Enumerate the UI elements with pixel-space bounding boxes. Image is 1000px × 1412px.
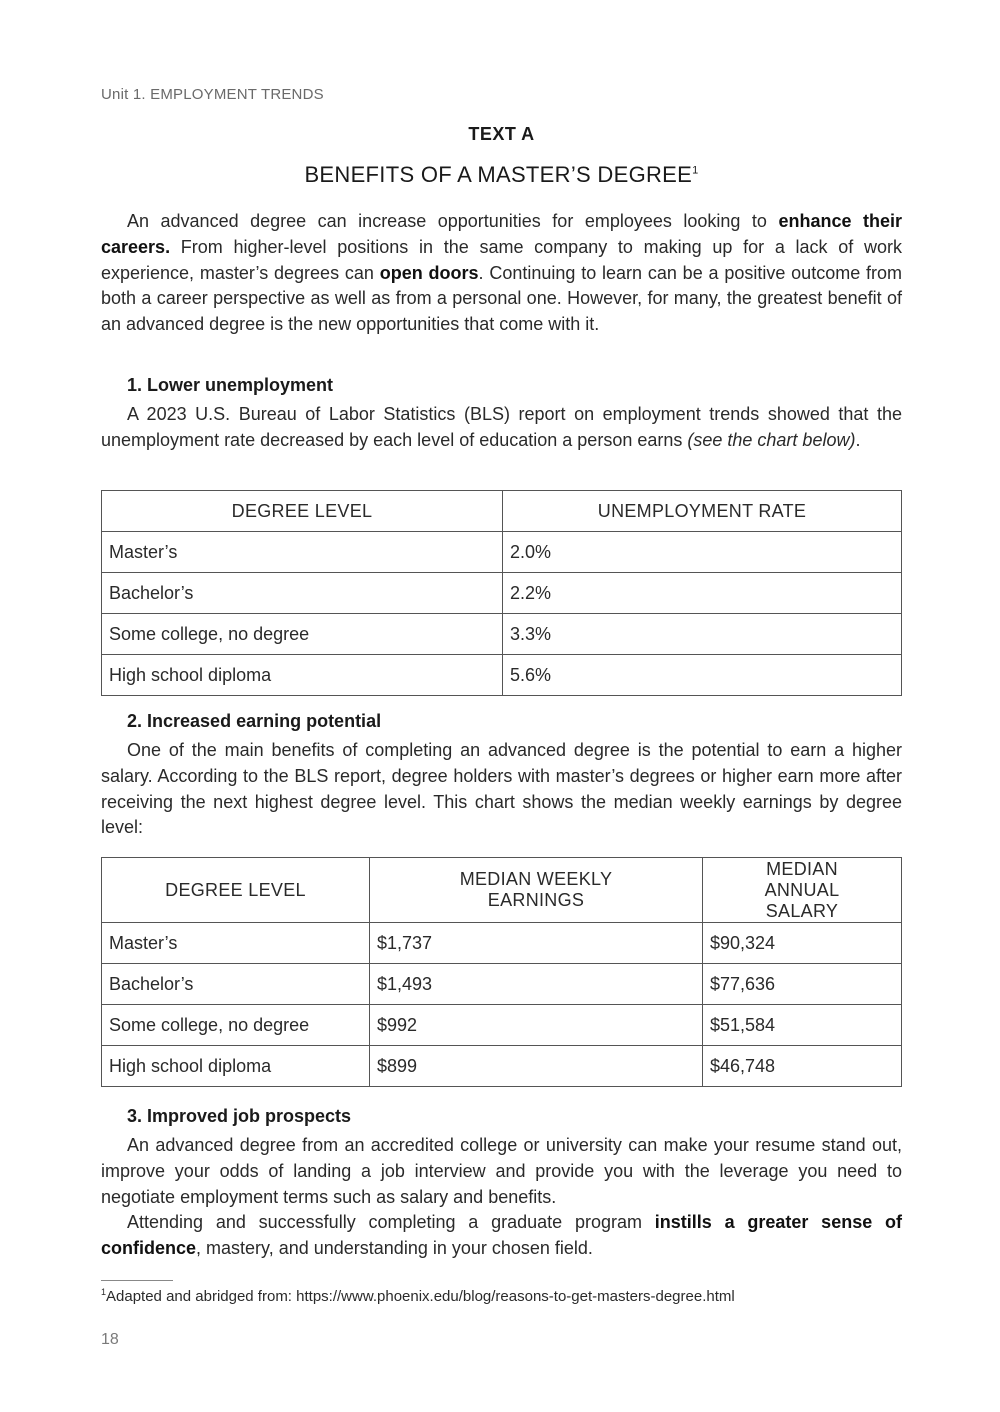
- header-unemployment-rate: UNEMPLOYMENT RATE: [503, 491, 902, 532]
- footnote-text: Adapted and abridged from: https://www.phoenix.edu/blog/reasons-to-get-masters-degree.html: [106, 1288, 735, 1305]
- table-row: [102, 614, 902, 655]
- section-3-bold: instills a greater sense of confidence: [101, 1212, 902, 1259]
- cell-rate: 5.6%: [503, 655, 902, 696]
- section-1-text: A 2023 U.S. Bureau of Labor Statistics (BLS) report on employment trends showed that the unemployment rate decreased by each level of education a person earns: [101, 404, 902, 450]
- section-3-text-1: An advanced degree from an accredited college or university can make your resume stand out, improve your odds of landing a job interview and provide you with the leverage you need to negotiate employment terms such as salary and benefits.: [101, 1135, 902, 1207]
- cell-annual: $51,584: [703, 1005, 902, 1046]
- table-row: [102, 532, 902, 573]
- table-header-row: [102, 491, 902, 532]
- title-footnote-mark: 1: [692, 164, 699, 177]
- section-1-end: .: [855, 429, 861, 450]
- section-1: [101, 372, 902, 454]
- cell-degree: Master’s: [102, 923, 370, 964]
- section-3: [101, 1103, 902, 1262]
- intro-text-3: . Continuing to learn can be a positive outcome from both a career perspective as well as from a personal one. However, for many, the greatest benefit of an advanced degree is the new opportunities that come with it.: [101, 262, 903, 335]
- cell-degree: Master’s: [102, 532, 503, 573]
- cell-weekly: $1,493: [370, 964, 703, 1005]
- page-title: [101, 162, 902, 188]
- cell-degree: Bachelor’s: [102, 573, 503, 614]
- intro-text-2: From higher-level positions in the same company to making up for a lack of work experience, master’s degrees can: [101, 236, 902, 283]
- intro-text-1: An advanced degree can increase opportunities for employees looking to: [127, 211, 779, 231]
- section-1-italic: (see the chart below): [687, 429, 856, 450]
- cell-degree: Some college, no degree: [102, 1005, 370, 1046]
- intro-bold-1: enhance their careers.: [101, 211, 902, 257]
- intro-bold-2: open doors: [379, 262, 479, 283]
- cell-degree: High school diploma: [102, 655, 503, 696]
- header-degree-level: DEGREE LEVEL: [102, 858, 370, 923]
- table-row: [102, 964, 902, 1005]
- cell-annual: $46,748: [703, 1046, 902, 1087]
- footnote-mark: 1: [101, 1287, 107, 1297]
- earnings-table-container: [101, 857, 902, 1087]
- table-row: [102, 573, 902, 614]
- table-row: [102, 655, 902, 696]
- section-3-text-2b: , mastery, and understanding in your chosen field.: [196, 1238, 593, 1259]
- running-head: Unit 1. EMPLOYMENT TRENDS: [101, 86, 324, 103]
- cell-rate: 2.2%: [503, 573, 902, 614]
- header-median-weekly: MEDIAN WEEKLY EARNINGS: [370, 858, 703, 923]
- cell-annual: $77,636: [703, 964, 902, 1005]
- cell-degree: Bachelor’s: [102, 964, 370, 1005]
- cell-weekly: $992: [370, 1005, 703, 1046]
- cell-annual: $90,324: [703, 923, 902, 964]
- cell-degree: Some college, no degree: [102, 614, 503, 655]
- header-median-annual: MEDIAN ANNUAL SALARY: [703, 858, 902, 923]
- cell-rate: 2.0%: [503, 532, 902, 573]
- section-2: [101, 708, 902, 841]
- footnote-divider: [101, 1280, 173, 1281]
- section-2-heading: 2. Increased earning potential: [127, 711, 382, 731]
- section-2-text: One of the main benefits of completing an advanced degree is the potential to earn a higher salary. According to the BLS report, degree holders with master’s degrees or higher earn more after receiving the next highest degree level. This chart shows the median weekly earnings by degree level:: [101, 740, 902, 838]
- section-3-text-2a: Attending and successfully completing a graduate program: [127, 1212, 655, 1233]
- page-number: 18: [101, 1331, 119, 1348]
- table-row: [102, 1046, 902, 1087]
- text-label: TEXT A: [468, 124, 535, 144]
- table-row: [102, 1005, 902, 1046]
- unemployment-table: [101, 490, 902, 696]
- title-text: BENEFITS OF A MASTER’S DEGREE: [304, 162, 693, 187]
- unemployment-table-container: [101, 490, 902, 696]
- section-1-heading: 1. Lower unemployment: [127, 375, 334, 395]
- table-row: [102, 923, 902, 964]
- cell-rate: 3.3%: [503, 614, 902, 655]
- section-3-heading: 3. Improved job prospects: [127, 1106, 352, 1126]
- header-degree-level: DEGREE LEVEL: [102, 491, 503, 532]
- cell-degree: High school diploma: [102, 1046, 370, 1087]
- cell-weekly: $1,737: [370, 923, 703, 964]
- earnings-table: [101, 857, 902, 1087]
- cell-weekly: $899: [370, 1046, 703, 1087]
- table-header-row: [102, 858, 902, 923]
- footnote: [101, 1288, 735, 1305]
- intro-paragraph: [101, 209, 902, 338]
